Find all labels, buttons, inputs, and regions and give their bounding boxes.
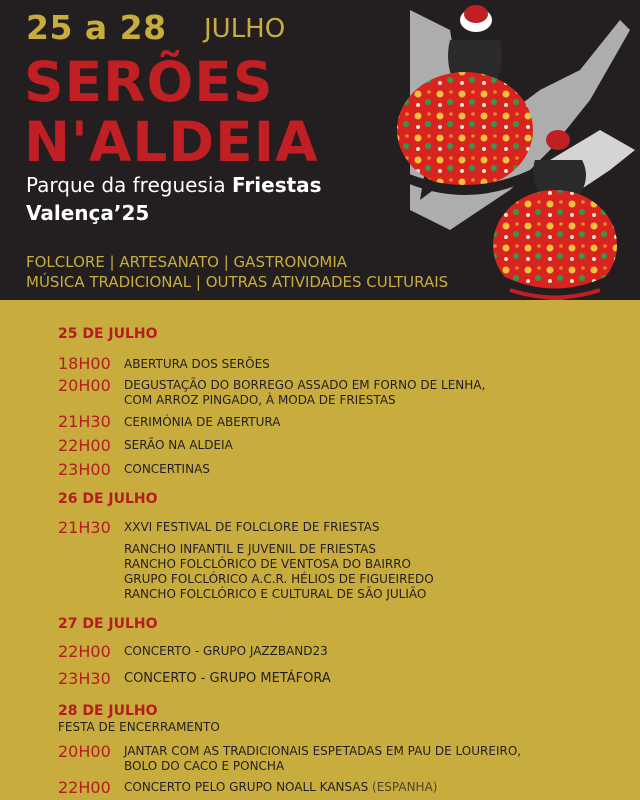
categories-line-2: MÚSICA TRADICIONAL | OUTRAS ATIVIDADES CULTURAIS <box>26 273 449 291</box>
header-panel <box>0 0 640 300</box>
folk-group: GRUPO FOLCLÓRICO A.C.R. HÉLIOS DE FIGUEIREDO <box>124 572 434 586</box>
categories-line-1: FOLCLORE | ARTESANATO | GASTRONOMIA <box>26 253 348 271</box>
event-description: CONCERTO - GRUPO METÁFORA <box>124 671 331 686</box>
day-heading: 26 DE JULHO <box>58 491 158 507</box>
day-heading: 27 DE JULHO <box>58 616 158 632</box>
event-time: 21H30 <box>58 412 111 431</box>
event-description: SERÃO NA ALDEIA <box>124 438 233 452</box>
folk-group: RANCHO FOLCLÓRICO DE VENTOSA DO BAIRRO <box>124 557 411 571</box>
event-description: DEGUSTAÇÃO DO BORREGO ASSADO EM FORNO DE LENHA, <box>124 378 486 392</box>
event-time: 23H30 <box>58 669 111 688</box>
day-heading: 25 DE JULHO <box>58 326 158 342</box>
title-line-2: N'ALDEIA <box>24 110 319 174</box>
folk-dancers-illustration <box>390 0 640 300</box>
venue <box>26 173 322 197</box>
event-description: CONCERTO - GRUPO JAZZBAND23 <box>124 644 328 658</box>
venue-name: Friestas <box>232 173 322 197</box>
event-description: CONCERTINAS <box>124 462 210 476</box>
title-line-1: SERÕES <box>24 50 274 114</box>
day-subtitle: FESTA DE ENCERRAMENTO <box>58 720 220 734</box>
event-time: 22H00 <box>58 778 111 797</box>
event-description <box>124 780 564 795</box>
event-description: CERIMÓNIA DE ABERTURA <box>124 415 281 429</box>
event-time: 20H00 <box>58 742 111 761</box>
event-dates: 25 a 28 <box>26 8 167 47</box>
event-text: CONCERTO PELO GRUPO NOALL KANSAS <box>124 780 369 794</box>
event-description: JANTAR COM AS TRADICIONAIS ESPETADAS EM PAU DE LOUREIRO, <box>124 744 522 758</box>
event-description: XXVI FESTIVAL DE FOLCLORE DE FRIESTAS <box>124 520 380 534</box>
event-time: 18H00 <box>58 354 111 373</box>
event-description: COM ARROZ PINGADO, À MODA DE FRIESTAS <box>124 393 396 407</box>
event-time: 22H00 <box>58 436 111 455</box>
event-time: 20H00 <box>58 376 111 395</box>
folk-group: RANCHO INFANTIL E JUVENIL DE FRIESTAS <box>124 542 376 556</box>
event-description: ABERTURA DOS SERÕES <box>124 357 270 371</box>
day-heading: 28 DE JULHO <box>58 703 158 719</box>
folk-group: RANCHO FOLCLÓRICO E CULTURAL DE SÃO JULIÃO <box>124 587 427 601</box>
event-month: JULHO <box>204 14 286 44</box>
event-country: (ESPANHA) <box>372 780 438 794</box>
event-time: 23H00 <box>58 460 111 479</box>
venue-prefix: Parque da freguesia <box>26 173 226 197</box>
event-description: BOLO DO CACO E PONCHA <box>124 759 285 773</box>
event-time: 21H30 <box>58 518 111 537</box>
city-label: Valença’25 <box>26 201 150 225</box>
event-time: 22H00 <box>58 642 111 661</box>
schedule-panel <box>0 300 640 800</box>
